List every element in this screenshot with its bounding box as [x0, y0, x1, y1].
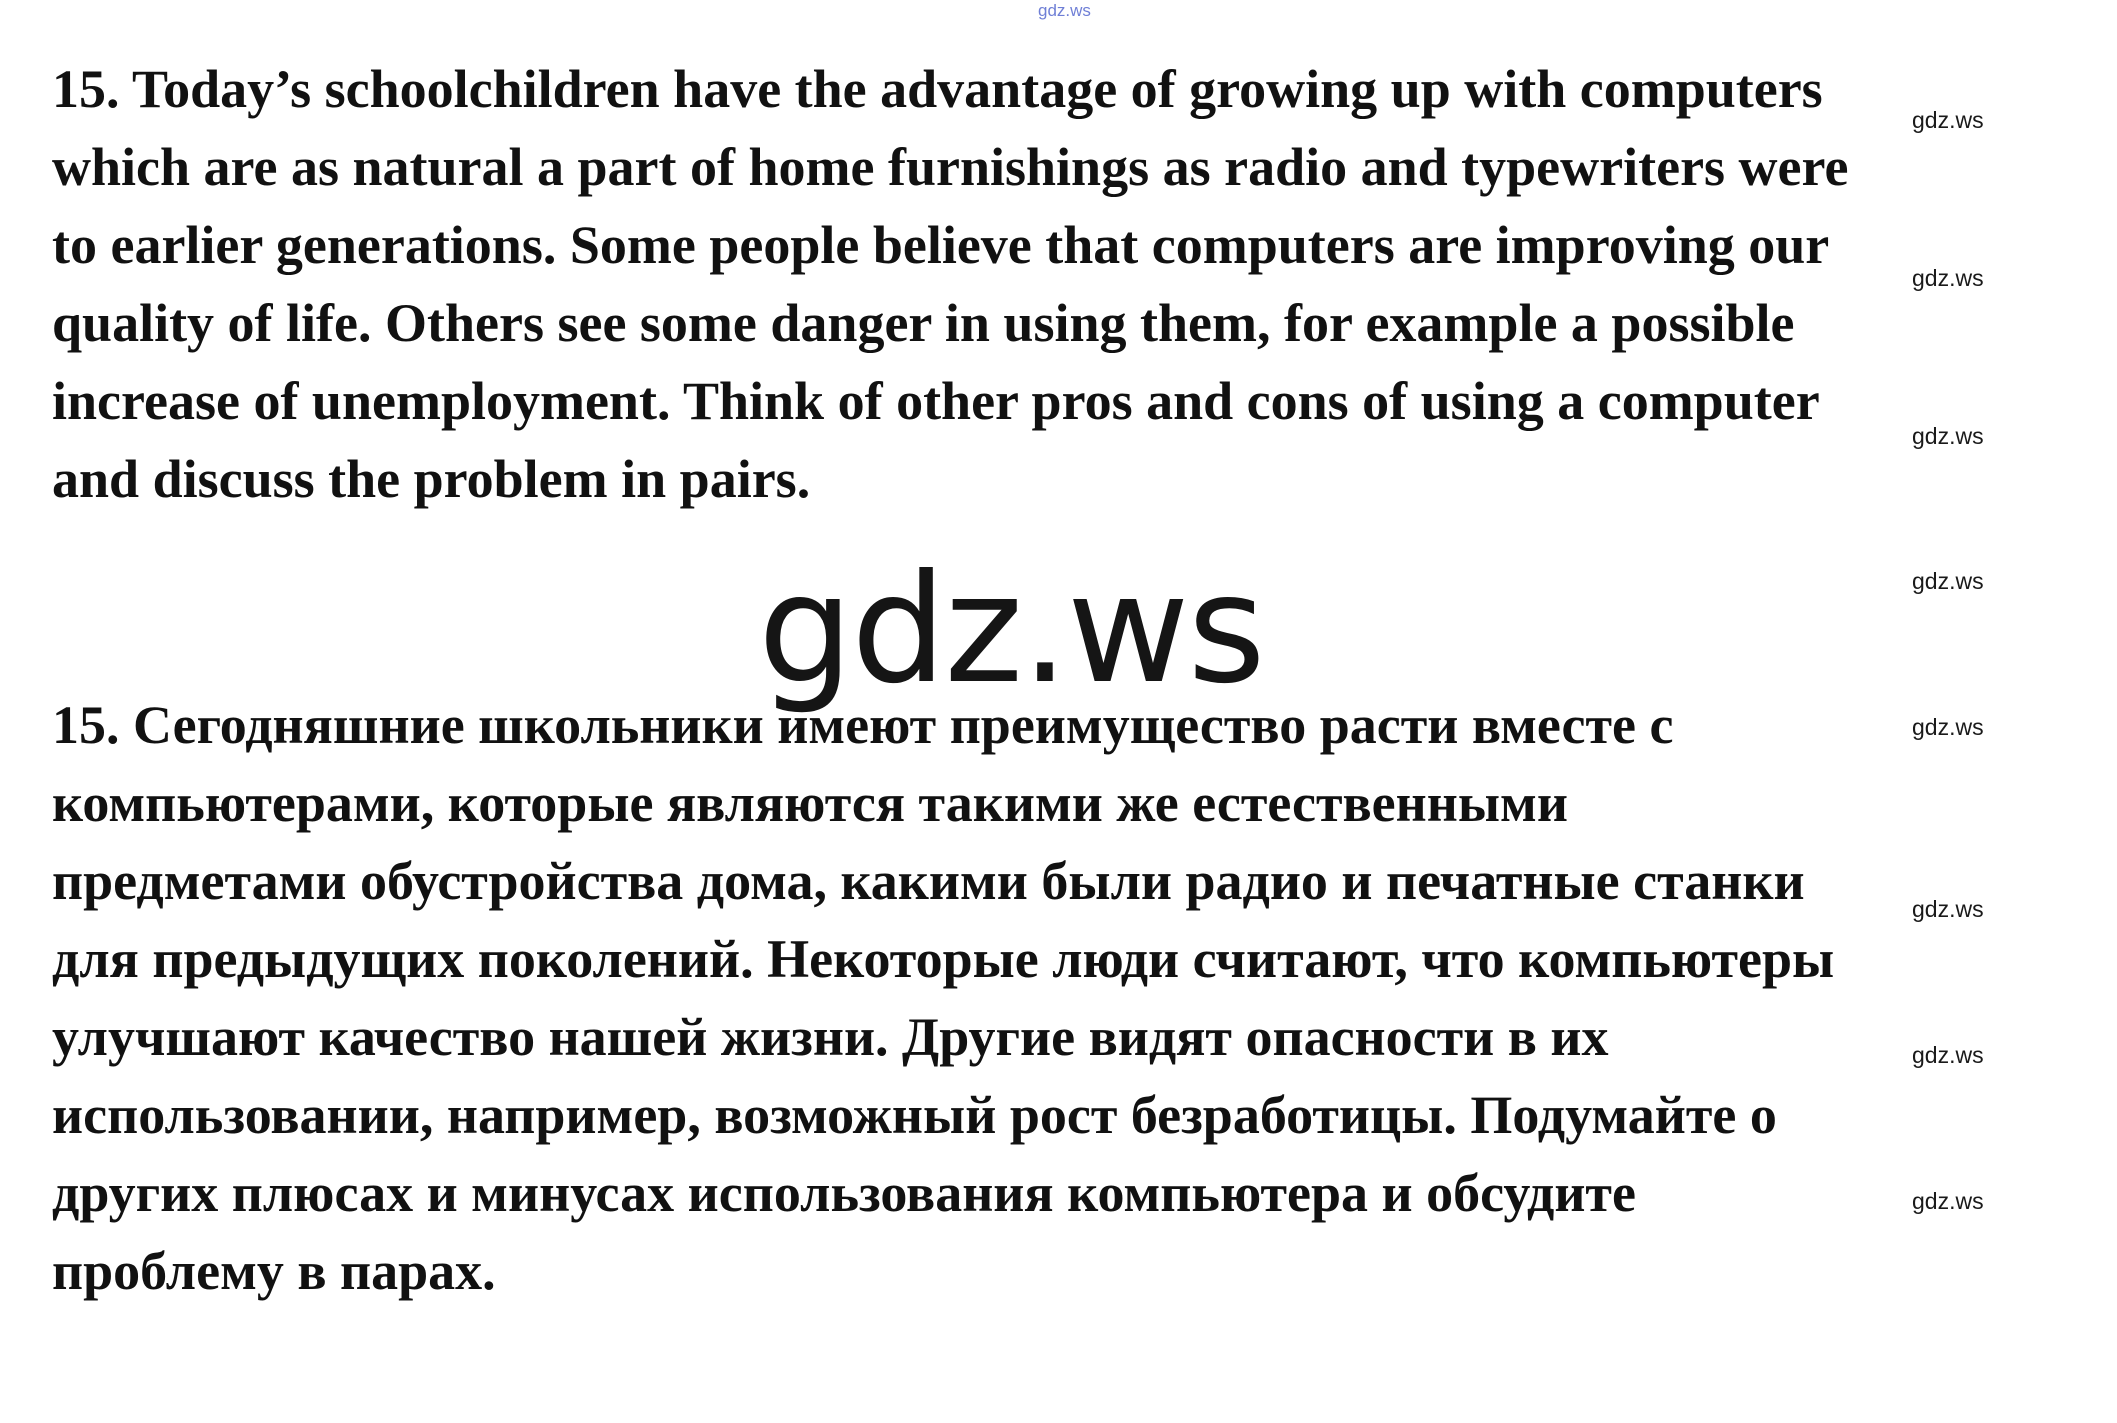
- center-watermark-logo: gdz.ws: [758, 543, 1264, 717]
- russian-line-4: для предыдущих поколений. Некоторые люди считают, что компьютеры: [52, 929, 1835, 989]
- russian-line-3: предметами обустройства дома, какими были радио и печатные станки: [52, 851, 1805, 911]
- side-watermark-4: gdz.ws: [1912, 568, 1984, 594]
- side-watermark-5: gdz.ws: [1912, 714, 1984, 740]
- russian-line-8: проблему в парах.: [52, 1241, 496, 1301]
- russian-line-5: улучшают качество нашей жизни. Другие видят опасности в их: [52, 1007, 1609, 1067]
- english-line-6: and discuss the problem in pairs.: [52, 449, 811, 509]
- side-watermark-1: gdz.ws: [1912, 107, 1984, 133]
- russian-line-2: компьютерами, которые являются такими же естественными: [52, 773, 1568, 833]
- english-line-3: to earlier generations. Some people believe that computers are improving our: [52, 215, 1830, 275]
- english-line-2: which are as natural a part of home furnishings as radio and typewriters were: [52, 137, 1849, 197]
- side-watermark-2: gdz.ws: [1912, 265, 1984, 291]
- russian-line-1: 15. Сегодняшние школьники имеют преимущество расти вместе с: [52, 695, 1674, 755]
- side-watermark-3: gdz.ws: [1912, 423, 1984, 449]
- side-watermark-8: gdz.ws: [1912, 1188, 1984, 1214]
- english-line-4: quality of life. Others see some danger in using them, for example a possible: [52, 293, 1795, 353]
- side-watermark-7: gdz.ws: [1912, 1042, 1984, 1068]
- top-watermark: gdz.ws: [1038, 1, 1091, 20]
- english-line-5: increase of unemployment. Think of other pros and cons of using a computer: [52, 371, 1820, 431]
- russian-line-7: других плюсах и минусах использования компьютера и обсудите: [52, 1163, 1636, 1223]
- side-watermark-6: gdz.ws: [1912, 896, 1984, 922]
- english-line-1: 15. Today’s schoolchildren have the advantage of growing up with computers: [52, 59, 1823, 119]
- russian-line-6: использовании, например, возможный рост безработицы. Подумайте о: [52, 1085, 1777, 1145]
